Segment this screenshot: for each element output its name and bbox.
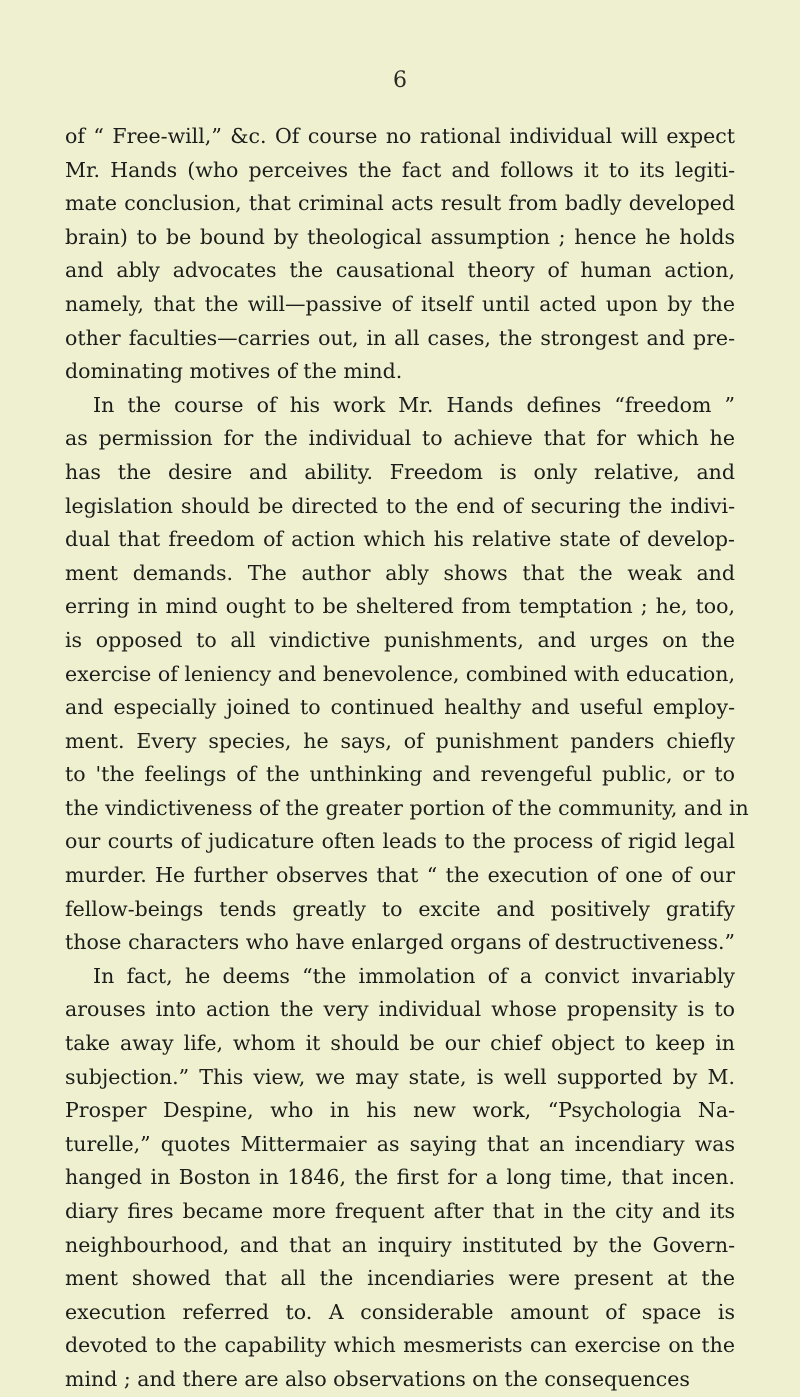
text-line: Mr. Hands (who perceives the fact and follows it to its legiti- bbox=[65, 157, 735, 182]
text-line: namely, that the will—passive of itself until acted upon by the bbox=[65, 291, 735, 316]
text-line: exercise of leniency and benevolence, combined with education, bbox=[65, 661, 735, 686]
text-line: subjection.” This view, we may state, is well supported by M. bbox=[65, 1064, 735, 1089]
text-line: mind ; and there are also observations on the consequences bbox=[65, 1366, 690, 1391]
text-line: In fact, he deems “the immolation of a convict invariably bbox=[93, 963, 735, 988]
text-line: and especially joined to continued healthy and useful employ- bbox=[65, 695, 735, 720]
text-line: neighbourhood, and that an inquiry instituted by the Govern- bbox=[65, 1232, 735, 1257]
text-line: diary fires became more frequent after that in the city and its bbox=[65, 1199, 735, 1223]
text-line: and ably advocates the causational theory of human action, bbox=[65, 258, 735, 283]
text-line: dominating motives of the mind. bbox=[65, 359, 403, 384]
text-line: take away life, whom it should be our chief object to keep in bbox=[65, 1031, 735, 1056]
text-line: has the desire and ability. Freedom is only relative, and bbox=[65, 459, 735, 484]
text-line: legislation should be directed to the end of securing the indivi- bbox=[65, 493, 735, 518]
text-line: hanged in Boston in 1846, the first for a long time, that incen. bbox=[65, 1165, 735, 1190]
text-line: brain) to be bound by theological assumption ; hence he holds bbox=[65, 224, 735, 249]
text-line: those characters who have enlarged organs of destructiveness.” bbox=[65, 930, 735, 955]
text-line: ment demands. The author ably shows that the weak and bbox=[65, 560, 735, 585]
text-line: turelle,” quotes Mittermaier as saying that an incendiary was bbox=[65, 1131, 735, 1156]
text-line: the vindictiveness of the greater portion of the community, and in bbox=[65, 795, 749, 820]
text-line: as permission for the individual to achieve that for which he bbox=[65, 426, 735, 451]
text-line: devoted to the capability which mesmerists can exercise on the bbox=[65, 1333, 735, 1358]
text-line: to 'the feelings of the unthinking and revengeful public, or to bbox=[65, 762, 735, 787]
text-line: erring in mind ought to be sheltered from temptation ; he, too, bbox=[65, 594, 735, 619]
text-line: mate conclusion, that criminal acts result from badly developed bbox=[65, 191, 735, 216]
text-line: our courts of judicature often leads to the process of rigid legal bbox=[65, 829, 735, 854]
text-line: arouses into action the very individual whose propensity is to bbox=[65, 997, 735, 1022]
text-line: other faculties—carries out, in all cases, the strongest and pre- bbox=[65, 325, 735, 350]
text-line: dual that freedom of action which his relative state of develop- bbox=[65, 527, 735, 552]
page-number: 6 bbox=[393, 68, 407, 93]
text-line: ment. Every species, he says, of punishment panders chiefly bbox=[65, 728, 735, 753]
text-line: is opposed to all vindictive punishments, and urges on the bbox=[65, 627, 735, 652]
text-line: fellow-beings tends greatly to excite and positively gratify bbox=[65, 896, 735, 921]
text-line: execution referred to. A considerable amount of space is bbox=[65, 1299, 735, 1324]
text-line: ment showed that all the incendiaries were present at the bbox=[65, 1266, 735, 1291]
text-line: In the course of his work Mr. Hands defines “freedom ” bbox=[93, 392, 735, 417]
text-line: of “ Free-will,” &c. Of course no rational individual will expect bbox=[65, 124, 735, 148]
body-text bbox=[65, 120, 749, 1397]
text-line: Prosper Despine, who in his new work, “Psychologia Na- bbox=[65, 1098, 735, 1123]
text-line: murder. He further observes that “ the execution of one of our bbox=[65, 863, 735, 888]
